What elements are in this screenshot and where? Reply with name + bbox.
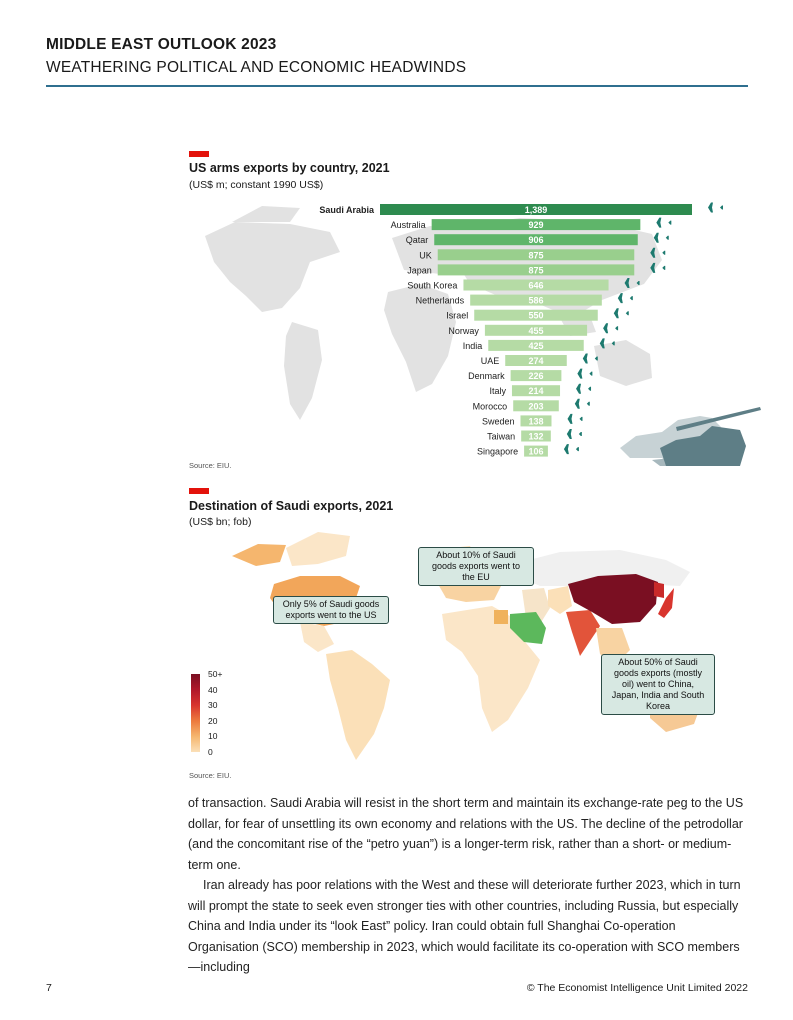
bar-category-label: Israel bbox=[446, 310, 469, 321]
bar-value-label: 274 bbox=[528, 356, 544, 366]
bar-category-label: Netherlands bbox=[415, 295, 465, 306]
bar-value-label: 203 bbox=[528, 401, 544, 412]
bar-category-label: UK bbox=[419, 250, 432, 261]
legend-label: 10 bbox=[208, 731, 218, 741]
copyright-notice: © The Economist Intelligence Unit Limited 2022 bbox=[526, 982, 748, 994]
chart1-source: Source: EIU. bbox=[189, 461, 232, 470]
legend-label: 30 bbox=[208, 700, 218, 710]
bar-value-label: 425 bbox=[528, 340, 544, 351]
bar-category-label: Australia bbox=[390, 220, 426, 231]
bar-category-label: UAE bbox=[480, 356, 500, 366]
bar-category-label: India bbox=[462, 340, 483, 351]
bar-value-label: 138 bbox=[528, 416, 544, 427]
bar-category-label: Saudi Arabia bbox=[319, 205, 374, 215]
bar-category-label: Denmark bbox=[468, 371, 505, 382]
chart2-accent-mark bbox=[189, 488, 209, 494]
report-subtitle: WEATHERING POLITICAL AND ECONOMIC HEADWINDS bbox=[46, 59, 467, 76]
bar-category-label: Qatar bbox=[405, 235, 429, 246]
bar-value-label: 132 bbox=[528, 431, 544, 442]
bar-category-label: Sweden bbox=[481, 416, 515, 427]
bar-value-label: 226 bbox=[528, 371, 544, 382]
bar-value-label: 550 bbox=[528, 310, 544, 321]
bar-value-label: 875 bbox=[528, 250, 544, 261]
chart2-title: Destination of Saudi exports, 2021 bbox=[189, 499, 394, 513]
bar-value-label: 646 bbox=[528, 280, 544, 291]
legend-label: 40 bbox=[208, 685, 218, 695]
chart1-subtitle: (US$ m; constant 1990 US$) bbox=[189, 179, 324, 191]
bar-value-label: 1,389 bbox=[524, 205, 548, 215]
callout-asia: About 50% of Saudi goods exports (mostly oil) went to China, Japan, India and South Korea bbox=[601, 654, 715, 715]
bar-value-label: 929 bbox=[528, 220, 544, 231]
chart1-title: US arms exports by country, 2021 bbox=[189, 161, 390, 175]
bar-category-label: Morocco bbox=[472, 401, 508, 412]
body-text bbox=[188, 793, 748, 978]
bar-value-label: 906 bbox=[528, 235, 544, 246]
bar-category-label: South Korea bbox=[407, 280, 458, 291]
bar-value-label: 586 bbox=[528, 295, 544, 306]
bar-category-label: Norway bbox=[448, 325, 479, 336]
legend-label: 0 bbox=[208, 747, 213, 757]
page-number: 7 bbox=[46, 982, 52, 994]
bar-category-label: Singapore bbox=[477, 446, 519, 457]
callout-us: Only 5% of Saudi goods exports went to the US bbox=[273, 596, 389, 624]
legend-color-bar bbox=[191, 674, 200, 752]
legend-label: 50+ bbox=[208, 669, 223, 679]
bar-category-label: Taiwan bbox=[487, 431, 516, 442]
callout-eu: About 10% of Saudi goods exports went to the EU bbox=[418, 547, 534, 586]
bar-value-label: 106 bbox=[528, 446, 544, 457]
report-title: MIDDLE EAST OUTLOOK 2023 bbox=[46, 36, 277, 53]
bar-value-label: 214 bbox=[528, 386, 544, 397]
legend-label: 20 bbox=[208, 716, 218, 726]
chart2-subtitle: (US$ bn; fob) bbox=[189, 516, 252, 528]
bar-value-label: 875 bbox=[528, 265, 544, 276]
bar-category-label: Italy bbox=[489, 386, 506, 397]
paragraph: of transaction. Saudi Arabia will resist in the short term and maintain its exchange-rate peg to the US dollar, for fear of unsettling its own economy and relations with the US. The decline of the petrodollar (and the concomitant rise of the “petro yuan”) is a longer-term risk, rather than a short- or medium-term one. bbox=[188, 796, 744, 872]
bar-category-label: Japan bbox=[407, 265, 432, 276]
paragraph: Iran already has poor relations with the West and these will deteriorate further 2023, which in turn will prompt the state to seek even stronger ties with other countries, including Russia, but especially China and India under its “look East” policy. Iran could obtain full Shanghai Co-operation Organisation (SCO) membership in 2023, which would facilitate its co-operation with SCO members—including bbox=[188, 878, 741, 974]
chart2-source: Source: EIU. bbox=[189, 771, 232, 780]
bar-value-label: 455 bbox=[528, 325, 544, 336]
